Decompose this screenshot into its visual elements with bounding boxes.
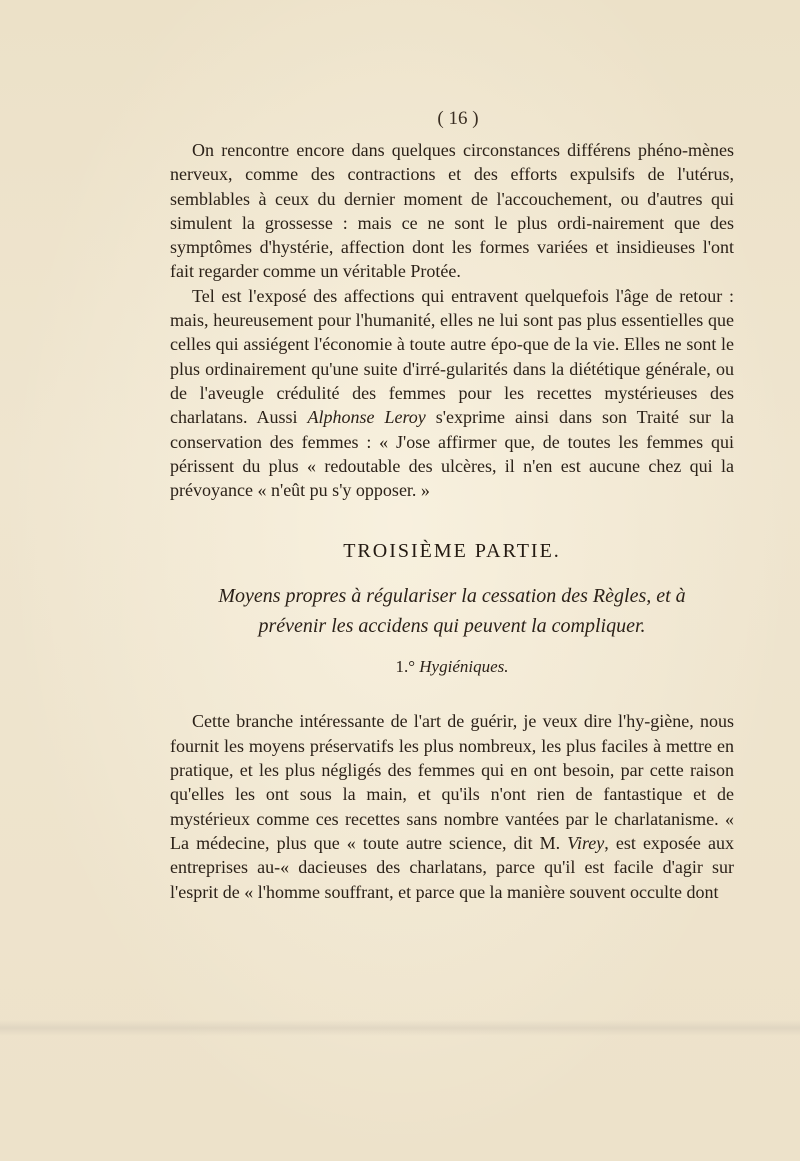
paragraph-hygiene-text-after: , est exposée aux entreprises au-« dacieuses des charlatans, parce qu'il est facile d'agir sur l'esprit de « l'homme souffrant, et parce que la manière souvent occulte dont (170, 832, 734, 902)
author-name-leroy: Alphonse Leroy (307, 407, 426, 428)
author-name-virey: Virey (567, 832, 605, 853)
paragraph-hygiene (170, 709, 734, 903)
paragraph-hygiene-text-before: Cette branche intéressante de l'art de guérir, je veux dire l'hy-giène, nous fournit les moyens préservatifs les plus nombreux, les plus faciles à mettre en pratique, et les plus négligés des femmes qui en ont besoin, par cette raison qu'elles les ont sous la main, et qu'ils n'ont rien de fantastique et de mystérieux comme ces recettes sans nombre vantées par le charlatanisme. « La médecine, plus que « toute autre science, dit M. (170, 711, 734, 853)
section-heading (170, 657, 734, 677)
page-number: ( 16 ) (437, 108, 479, 129)
part-subtitle (170, 581, 734, 641)
text-block (170, 108, 734, 904)
paper-bleed-band (0, 1020, 800, 1036)
paragraph-hysteria: On rencontre encore dans quelques circonstances différens phéno-mènes nerveux, comme des contractions et des efforts expulsifs de l'utérus, semblables à ceux du dernier moment de l'accouchement, ou d'autres qui simulent la grossesse : mais ce ne sont le plus ordi-nairement que des symptômes d'hystérie, affection dont les formes variées et insidieuses l'ont fait regarder comme un véritable Protée. (170, 140, 734, 282)
paragraph-leroy-quote (170, 284, 734, 503)
section-title: Hygiéniques. (419, 657, 509, 677)
paragraph-leroy-text-before: Tel est l'exposé des affections qui entravent quelquefois l'âge de retour : mais, heureusement pour l'humanité, elles ne lui sont pas plus essentielles que celles qui assiégent l'économie à toute autre épo-que de la vie. Elles ne sont le plus ordinairement qu'une suite d'irré-gularités dans la diététique générale, ou de l'aveugle crédulité des femmes pour les recettes mystérieuses des charlatans. Aussi (170, 285, 734, 428)
part-heading: TROISIÈME PARTIE. (343, 540, 561, 563)
paragraph-leroy-text-after: s'exprime ainsi dans son Traité sur la conservation des femmes : « J'ose affirmer que, de toutes les femmes qui périssent du plus « redoutable des ulcères, il n'en est aucune chez qui la prévoyance « n'eût pu s'y opposer. » (170, 407, 734, 501)
part-subtitle-line-1: Moyens propres à régulariser la cessation des Règles, et à (218, 585, 686, 608)
section-number: 1.° (395, 657, 416, 677)
part-subtitle-line-2: prévenir les accidens qui peuvent la compliquer. (258, 615, 646, 638)
